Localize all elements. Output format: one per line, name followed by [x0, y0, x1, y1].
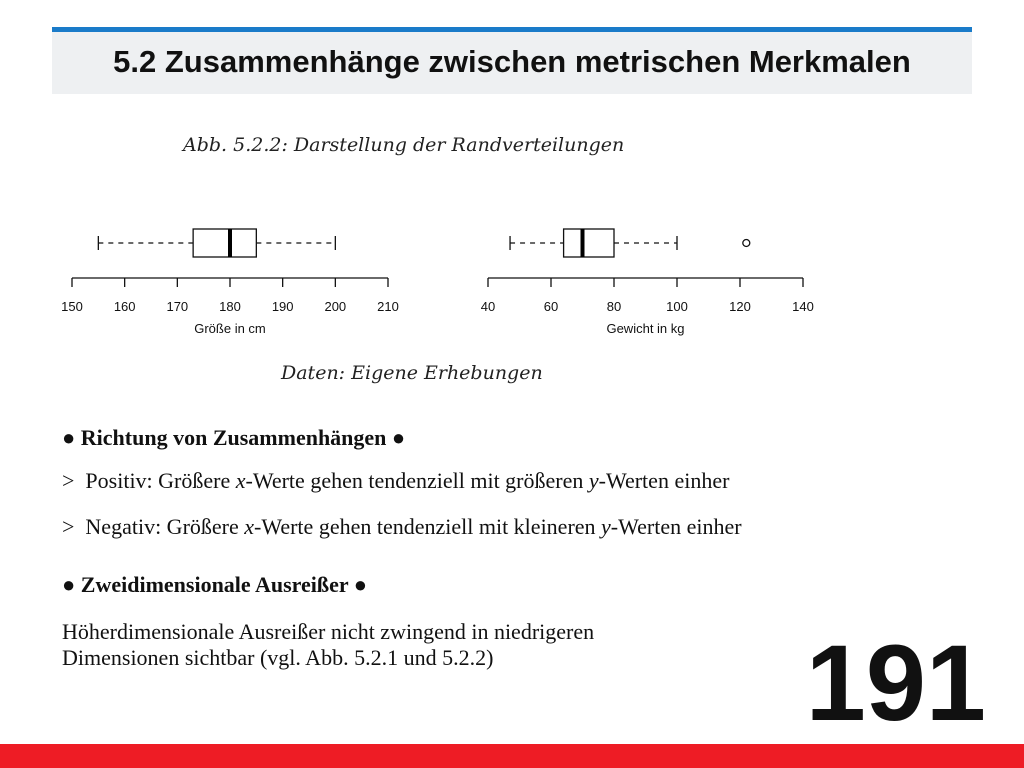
- x-tick-label: 210: [377, 299, 399, 314]
- outlier-paragraph: [62, 619, 594, 671]
- bullet-positive-text-end: -Werten einher: [598, 468, 730, 493]
- bullet-negative-text-start: Negativ: Größere: [85, 514, 245, 539]
- x-tick-label: 160: [113, 299, 136, 314]
- iqr-box: [564, 229, 614, 257]
- x-variable: x: [235, 468, 246, 493]
- x-tick-label: 180: [219, 299, 241, 314]
- y-variable: y: [588, 468, 599, 493]
- page-number: 191: [805, 622, 986, 743]
- x-variable: x: [244, 514, 255, 539]
- outlier-paragraph-line2: Dimensionen sichtbar (vgl. Abb. 5.2.1 und 5.2.2): [62, 645, 494, 670]
- figure-caption: Abb. 5.2.2: Darstellung der Randverteilungen: [183, 134, 625, 156]
- x-tick-label: 80: [606, 299, 622, 314]
- y-variable: y: [601, 514, 611, 539]
- iqr-box: [193, 229, 256, 257]
- section-heading-outliers-text: ● Zweidimensionale Ausreißer ●: [62, 572, 368, 597]
- x-tick-label: 120: [729, 299, 751, 314]
- x-tick-label: 100: [666, 299, 688, 314]
- x-tick-label: 60: [543, 299, 559, 314]
- bullet-positive: [62, 468, 729, 494]
- bullet-negative-text-end: -Werten einher: [610, 514, 742, 539]
- x-tick-label: 40: [480, 299, 496, 314]
- x-tick-label: 140: [792, 299, 814, 314]
- bullet-negative-text-mid: -Werte gehen tendenziell mit kleineren: [254, 514, 602, 539]
- x-tick-label: 170: [166, 299, 189, 314]
- section-heading-outliers: [62, 572, 367, 598]
- footer-red-bar: [0, 744, 1024, 768]
- bullet-marker: >: [62, 468, 75, 493]
- x-axis-label: Gewicht in kg: [606, 321, 685, 336]
- x-axis-label: Größe in cm: [194, 321, 266, 336]
- bullet-negative: [62, 514, 742, 540]
- x-tick-label: 150: [61, 299, 83, 314]
- bullet-positive-text-start: Positiv: Größere: [85, 468, 236, 493]
- x-tick-label: 190: [271, 299, 294, 314]
- figure-source: Daten: Eigene Erhebungen: [281, 362, 543, 384]
- section-heading-direction: [62, 425, 405, 451]
- bullet-positive-text-mid: -Werte gehen tendenziell mit größeren: [245, 468, 589, 493]
- bullet-marker: >: [62, 514, 75, 539]
- x-tick-label: 200: [324, 299, 347, 314]
- outlier-paragraph-line1: Höherdimensionale Ausreißer nicht zwingend in niedrigeren: [62, 619, 595, 644]
- slide-title: 5.2 Zusammenhänge zwischen metrischen Merkmalen: [113, 44, 911, 79]
- outlier-point: [743, 240, 750, 247]
- section-heading-direction-text: ● Richtung von Zusammenhängen ●: [62, 425, 406, 450]
